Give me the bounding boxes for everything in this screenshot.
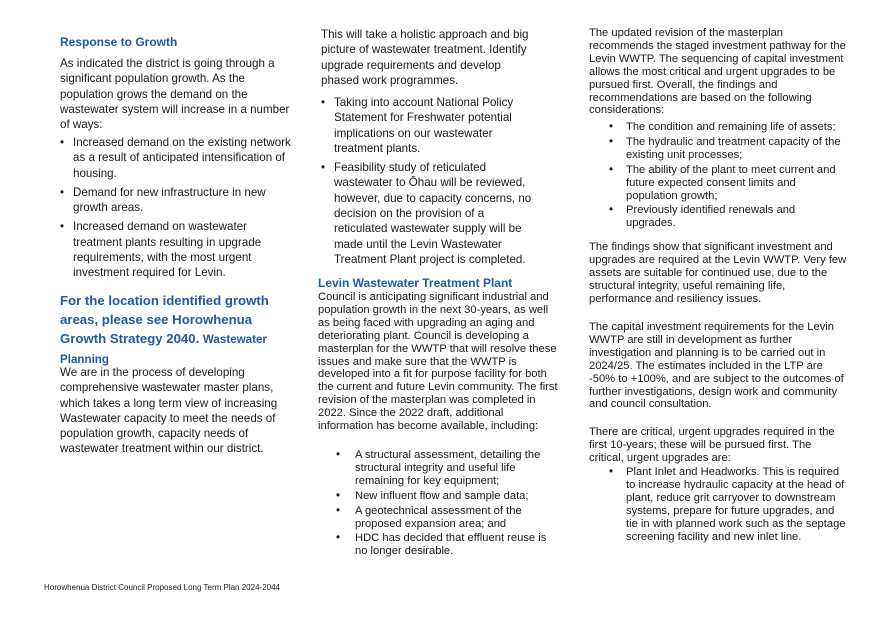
- levin-wwtp-heading: Levin Wastewater Treatment Plant: [318, 276, 513, 290]
- urgent-bullet-list: [589, 466, 847, 543]
- list-item: • New influent flow and sample data;: [336, 488, 529, 502]
- list-item: • A geotechnical assessment of the proposed expansion area; and: [336, 503, 522, 530]
- wastewater-planning-heading: Wastewater Planning: [60, 333, 267, 366]
- capital-paragraph: The capital investment requirements for the Levin WWTP are still in development as further investigation and planning is to be carried out in 2024/25. The estimates included in the LTP are -50% to +100%, and are subject to the outcomes of further investigations, design work and community and council consultation.: [589, 321, 844, 411]
- page-footer: Horowhenua District Council Proposed Long Term Plan 2024-2044: [44, 583, 280, 592]
- updated-paragraph: The updated revision of the masterplan recommends the staged investment pathway for the Levin WWTP. The sequencing of capital investment allows the most critical and urgent upgrades to be pursued first. Overall, the findings and recommendations are based on the following considerations:: [589, 27, 846, 117]
- list-item: • The hydraulic and treatment capacity of the existing unit processes;: [609, 134, 841, 161]
- location-heading: For the location identified growth areas, please see Horowhenua Growth Strategy 2040. Wastewater Planning: [60, 293, 269, 366]
- levin-paragraph: Council is anticipating significant industrial and population growth in the next 30-years, as well as being faced with upgrading an aging and deteriorating plant. Council is developing a masterplan for the WWTP that will resolve these issues and make sure that the WWTP is developed into a fit for purpose facility for both the current and future Levin community. The first revision of the masterplan was completed in 2022. Since the 2022 draft, additional information has become available, including:: [318, 291, 558, 433]
- response-paragraph: As indicated the district is going through a significant population growth. As the population grows the demand on the wastewater system will increase in a number of ways:: [60, 57, 290, 132]
- list-item: • Increased demand on wastewater treatment plants resulting in upgrade requirements, with the most urgent investment required for Levin.: [60, 220, 262, 280]
- list-item: • Feasibility study of reticulated wastewater to Ōhau will be reviewed, however, due to capacity concerns, no decision on the provision of a reticulated wastewater supply will be made until the Levin Wastewater Treatment Plant project is completed.: [321, 161, 532, 266]
- list-item: • A structural assessment, detailing the structural integrity and useful life remaining for key equipment;: [336, 448, 541, 487]
- holistic-paragraph: This will take a holistic approach and big picture of wastewater treatment. Identify upgrade requirements and develop phased work programmes.: [321, 28, 529, 87]
- list-item: • Taking into account National Policy Statement for Freshwater potential implications on our wastewater treatment plants.: [321, 96, 514, 155]
- list-item: • The condition and remaining life of assets;: [609, 120, 836, 133]
- list-item: • Demand for new infrastructure in new growth areas.: [60, 185, 266, 215]
- list-item: • Previously identified renewals and upgrades.: [609, 203, 796, 230]
- consideration-bullet-list: [589, 121, 847, 230]
- response-to-growth-heading: Response to Growth: [60, 35, 178, 49]
- list-item: • HDC has decided that effluent reuse is no longer desirable.: [336, 531, 547, 558]
- policy-bullet-list: [318, 95, 538, 267]
- info-bullet-list: [318, 449, 558, 558]
- growth-bullet-list: [58, 135, 298, 281]
- list-item: • The ability of the plant to meet current and future expected consent limits and population growth;: [609, 162, 836, 202]
- list-item: • Increased demand on the existing network as a result of anticipated intensification of housing.: [60, 136, 291, 180]
- findings-paragraph: The findings show that significant investment and upgrades are required at the Levin WWTP. Very few assets are suitable for continued use, due to the structural integrity, useful remaining life, performance and resiliency issues.: [589, 241, 847, 305]
- list-item: • Plant Inlet and Headworks. This is required to increase hydraulic capacity at the head of plant, reduce grit carryover to downstream systems, prepare for future upgrades, and tie in with planned work such as the septage screening facility and new inlet line.: [609, 465, 846, 543]
- planning-paragraph: We are in the process of developing comprehensive wastewater master plans, which takes a long term view of increasing Wastewater capacity to meet the needs of population growth, capacity needs of wastewater treatment within our district.: [60, 366, 278, 456]
- critical-paragraph: There are critical, urgent upgrades required in the first 10-years; these will be pursued first. The critical, urgent upgrades are:: [589, 426, 835, 464]
